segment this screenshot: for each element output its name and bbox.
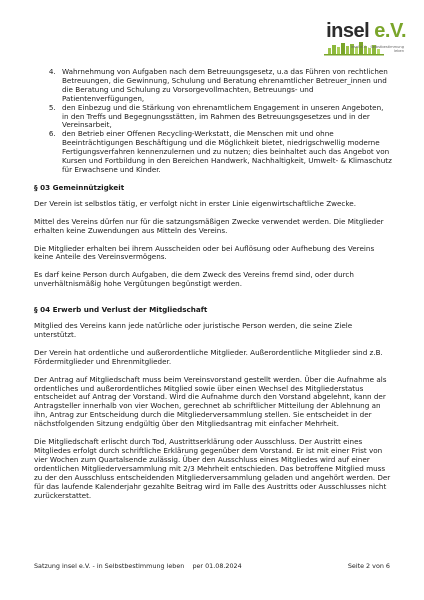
- paragraph: Die Mitgliedschaft erlischt durch Tod, Austrittserklärung oder Ausschluss. Der Austritt eines Mitgliedes erfolgt durch schriftliche Erklärung gegenüber dem Vorstand. Er ist mit einer Frist von vier Wochen zum Quartalsende zulässig. Über den Ausschluss eines Mitgliedes wird auf einer ordentlichen Mitgliederversammlung mit 2/3 Mehrheit entschieden. Das betroffene Mitglied muss zu der den Ausschluss entscheidenden Mitgliederversammlung geladen und angehört werden. Der für das laufende Kalenderjahr gezahlte Beitrag wird im Falle des Austritts oder Ausschlusses nicht zurückerstattet.: [34, 437, 391, 500]
- footer-page-number: Seite 2 von 6: [347, 562, 390, 570]
- list-item: 4. Wahrnehmung von Aufgaben nach dem Betreuungsgesetz, u.a das Führen von rechtlichen Betreuungen, die Gewinnung, Schulung und Beratung ehrenamtlicher Betreuer_innen und die Beratung und Schulung zu Vorsorgevollmachten, Betreuungs- und Patientenverfügungen,: [58, 68, 392, 104]
- logo-tagline-line2: leben: [394, 49, 404, 54]
- list-item: 6. den Betrieb einer Offenen Recycling-Werkstatt, die Menschen mit und ohne Beeinträchtigungen Beschäftigung und die Möglichkeit bietet, niedrigschwellig moderne Fertigungsverfahren kennenzulernen und zu nutzen; dies beinhaltet auch das Angebot von Kursen und Fortbildung in den Bereichen Handwerk, Nachhaltigkeit, Umwelt- & Klimaschutz für Erwachsene und Kinder.: [58, 130, 392, 175]
- paragraph: Mitglied des Vereins kann jede natürliche oder juristische Person werden, die seine Ziele unterstützt.: [34, 321, 353, 339]
- logo-word-dark: insel: [326, 20, 370, 42]
- logo-tagline: [351, 45, 404, 54]
- list-item: 5. den Einbezug und die Stärkung von ehrenamtlichem Engagement in unseren Angeboten, in den Treffs und Begegnungsstätten, im Rahmen des Betreuungsgesetzes und in der Vereinsarbeit,: [58, 104, 392, 131]
- purpose-list: [34, 68, 392, 175]
- footer-document-info: Satzung insel e.V. - in Selbstbestimmung leben per 01.08.2024: [34, 562, 242, 570]
- paragraph: Die Mitglieder erhalten bei ihrem Ausscheiden oder bei Auflösung oder Aufhebung des Vereins keine Anteile des Vereinsvermögens.: [34, 243, 375, 262]
- paragraph: Der Verein hat ordentliche und außerordentliche Mitglieder. Außerordentliche Mitglieder sind z.B. Fördermitglieder und Ehrenmitglieder.: [34, 347, 383, 366]
- logo: [294, 18, 410, 64]
- section-heading-gemeinnuetzigkeit: § 03 Gemeinnützigkeit: [34, 182, 125, 192]
- logo-word-green: e.V.: [369, 20, 406, 42]
- paragraph: Der Verein ist selbstlos tätig, er verfolgt nicht in erster Linie eigenwirtschaftliche Zwecke.: [34, 198, 356, 208]
- logo-tagline-line1: insel e.V. - Selbstbestimmung: [350, 45, 404, 49]
- paragraph: Der Antrag auf Mitgliedschaft muss beim Vereinsvorstand gestellt werden. Über die Aufnahme als ordentliches und außerordentliches Mitglied sowie über einen Wechsel des Mitgliederstatus entscheidet auf Antrag der Vorstand. Wird die Aufnahme durch den Vorstand abgelehnt, kann der Antragsteller innerhalb von vier Wochen, gerechnet ab schriftlicher Mitteilung der Ablehnung an ihn, Antrag zur Entscheidung durch die Mitgliederversammlung stellen. Sie entscheidet in der nächstfolgenden Sitzung endgültig über den Mitgliedsantrag mit einfacher Mehrheit.: [34, 374, 387, 429]
- section-heading-mitgliedschaft: § 04 Erwerb und Verlust der Mitgliedschaft: [34, 305, 208, 315]
- document-body: [34, 68, 392, 500]
- logo-wordmark: [326, 20, 406, 43]
- paragraph: Mittel des Vereins dürfen nur für die satzungsmäßigen Zwecke verwendet werden. Die Mitglieder erhalten keine Zuwendungen aus Mitteln des Vereins.: [34, 216, 384, 235]
- paragraph: Es darf keine Person durch Aufgaben, die dem Zweck des Vereins fremd sind, oder durch unverhältnismäßig hohe Vergütungen begünstigt werden.: [34, 270, 354, 289]
